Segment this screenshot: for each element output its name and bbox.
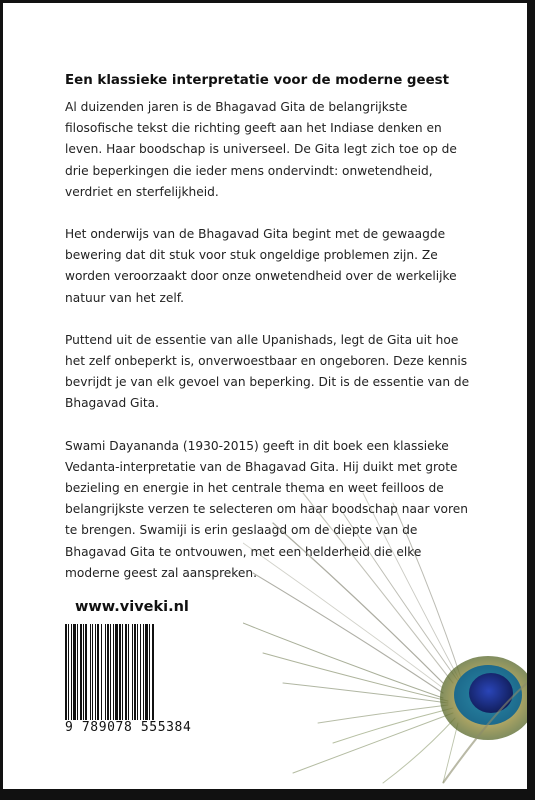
blurb-paragraph: Het onderwijs van de Bhagavad Gita begint met de gewaagde bewering dat dit stuk voor stuk ongeldige problemen zijn. Ze worden veroorzaakt door onze onwetendheid over de werkelijke natuur van het zelf. [65, 227, 457, 305]
website-url[interactable]: www.viveki.nl [75, 599, 189, 615]
back-cover [3, 3, 527, 789]
blurb-paragraph: Swami Dayananda (1930-2015) geeft in dit boek een klassieke Vedanta-interpretatie van de Bhagavad Gita. Hij duikt met grote bezieling en energie in het centrale thema en weet feilloos de belangrijkste verzen te selecteren om haar boodschap naar voren te brengen. Swamiji is erin geslaagd om de diepte van de Bhagavad Gita te ontvouwen, met een helderheid die elke moderne geest zal aanspreken. [65, 438, 468, 580]
barcode-number: 9 789078 555384 [63, 720, 199, 735]
peacock-feather-icon [243, 483, 527, 789]
blurb-heading: Een klassieke interpretatie voor de moderne geest [65, 73, 450, 88]
barcode [63, 624, 199, 739]
blurb-paragraph: Puttend uit de essentie van alle Upanishads, legt de Gita uit hoe het zelf onbeperkt is, onverwoestbaar en ongeboren. Deze kennis bevrijdt je van elk gevoel van beperking. Dit is de essentie van de Bhagavad Gita. [65, 332, 470, 411]
barcode-bars [63, 624, 199, 724]
blurb-paragraph: Al duizenden jaren is de Bhagavad Gita de belangrijkste filosofische tekst die richting geeft aan het Indiase denken en leven. Haar boodschap is universeel. De Gita legt zich toe op de drie beperkingen die ieder mens ondervindt: onwetendheid, verdriet en sterfelijkheid. [65, 100, 457, 199]
